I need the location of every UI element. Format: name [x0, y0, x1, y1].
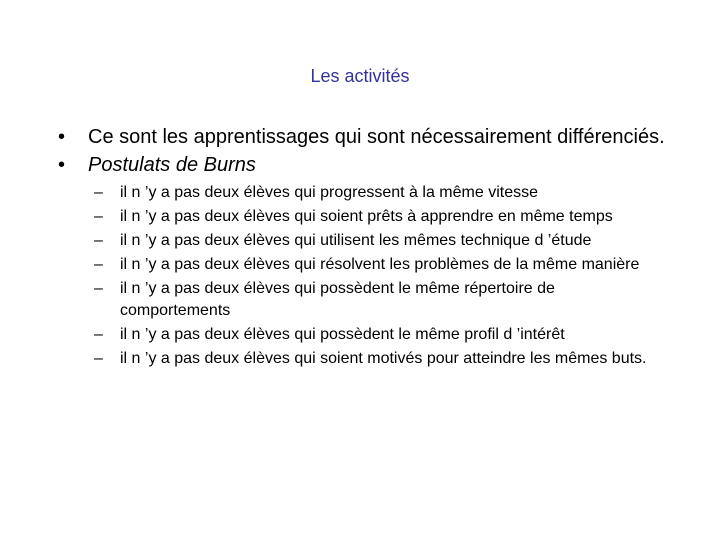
bullet-marker: • — [58, 154, 66, 176]
sub-bullet-item — [94, 254, 660, 276]
sub-bullet-item — [94, 182, 660, 204]
sub-bullet-text: il n ’y a pas deux élèves qui résolvent les problèmes de la même manière — [120, 256, 640, 273]
sub-bullet-text: il n ’y a pas deux élèves qui possèdent le même profil d ’intérêt — [120, 326, 565, 343]
sub-bullet-item — [94, 348, 660, 370]
bullet-item — [56, 124, 696, 150]
bullet-item — [56, 152, 696, 178]
dash-marker: – — [94, 208, 103, 225]
sub-bullet-text: il n ’y a pas deux élèves qui progressent à la même vitesse — [120, 184, 538, 201]
sub-bullet-text: il n ’y a pas deux élèves qui soient prêts à apprendre en même temps — [120, 208, 613, 225]
bullet-text: Postulats de Burns — [88, 154, 256, 176]
sub-bullet-text: il n ’y a pas deux élèves qui possèdent le même répertoire de comportements — [120, 280, 555, 319]
dash-marker: – — [94, 232, 103, 249]
sub-bullet-list — [56, 182, 696, 370]
slide-title: Les activités — [310, 66, 410, 86]
sub-bullet-text: il n ’y a pas deux élèves qui utilisent les mêmes technique d ’étude — [120, 232, 592, 249]
sub-bullet-item — [94, 206, 660, 228]
dash-marker: – — [94, 326, 103, 343]
sub-bullet-item — [94, 278, 660, 322]
dash-marker: – — [94, 256, 103, 273]
sub-bullet-text: il n ’y a pas deux élèves qui soient motivés pour atteindre les mêmes buts. — [120, 350, 647, 367]
dash-marker: – — [94, 350, 103, 367]
sub-bullet-item — [94, 230, 660, 252]
bullet-marker: • — [58, 126, 66, 148]
slide-content — [56, 124, 696, 372]
dash-marker: – — [94, 184, 103, 201]
bullet-text: Ce sont les apprentissages qui sont nécessairement différenciés. — [88, 126, 665, 148]
sub-bullet-item — [94, 324, 660, 346]
dash-marker: – — [94, 280, 103, 297]
